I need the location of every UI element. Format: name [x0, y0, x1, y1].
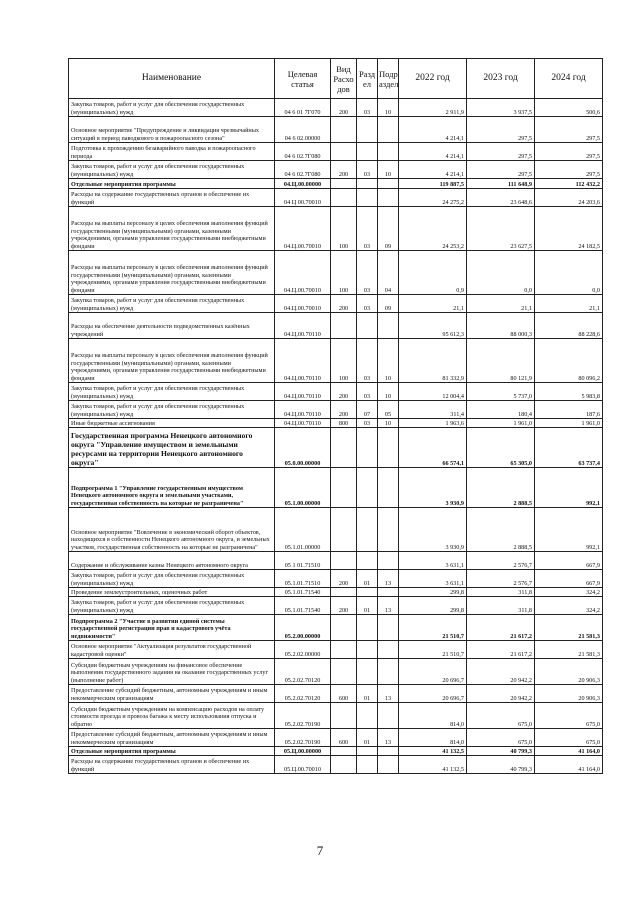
row-value-2023: 297,5 — [467, 161, 535, 179]
row-target-article: 04 6 02.7Г080 — [275, 161, 331, 179]
row-expense-type — [331, 428, 357, 468]
table-row — [69, 179, 603, 189]
row-subsection: 10 — [378, 161, 399, 179]
row-expense-type: 600 — [331, 729, 357, 747]
row-value-2022: 2 911,9 — [399, 99, 467, 117]
table-row — [69, 468, 603, 508]
row-value-2022: 814,0 — [399, 729, 467, 747]
row-value-2022: 3 631,1 — [399, 552, 467, 570]
row-expense-type: 200 — [331, 295, 357, 313]
row-subsection: 04 — [378, 251, 399, 295]
table-row — [69, 641, 603, 659]
table-row — [69, 339, 603, 383]
row-subsection — [378, 179, 399, 189]
table-row — [69, 99, 603, 117]
table-header-row — [69, 59, 603, 99]
row-subsection — [378, 508, 399, 552]
row-subsection — [378, 588, 399, 597]
row-subsection — [378, 659, 399, 685]
row-section: 01 — [357, 729, 378, 747]
row-value-2022: 20 696,7 — [399, 685, 467, 703]
budget-table — [68, 58, 603, 774]
row-name: Закупка товаров, работ и услуг для обеспечения государственных (муниципальных) нужд — [69, 401, 275, 419]
row-name: Основное мероприятие "Актуализация результатов государственной кадастровой оценки" — [69, 641, 275, 659]
row-value-2022: 41 132,5 — [399, 756, 467, 774]
row-expense-type: 200 — [331, 161, 357, 179]
row-value-2022: 4 214,1 — [399, 161, 467, 179]
row-section — [357, 756, 378, 774]
table-row — [69, 597, 603, 615]
row-subsection — [378, 615, 399, 641]
row-value-2022: 814,0 — [399, 703, 467, 729]
row-subsection: 10 — [378, 339, 399, 383]
row-subsection — [378, 428, 399, 468]
row-name: Субсидии бюджетным учреждениям на компенсацию расходов на оплату стоимости проезда и провоза багажа к месту использования отпуска и обратно — [69, 703, 275, 729]
row-name: Основное мероприятие "Предупреждение и ликвидация чрезвычайных ситуаций в период паводкового и пожароопасного сезона" — [69, 117, 275, 143]
row-target-article: 04.Ц.00.70110 — [275, 313, 331, 339]
row-name: Расходы на выплаты персоналу в целях обеспечения выполнения функций государственными (муниципальными) органами, казенными учреждениями, органами управления государственными внебюджетными фондами — [69, 207, 275, 251]
row-target-article: 04 6 02.7Г080 — [275, 143, 331, 161]
row-target-article: 05.2.02.00000 — [275, 641, 331, 659]
row-expense-type: 600 — [331, 685, 357, 703]
table-row — [69, 251, 603, 295]
row-value-2023: 1 961,0 — [467, 419, 535, 428]
row-name: Предоставление субсидий бюджетным, автономным учреждениям и иным некоммерческим организациям — [69, 685, 275, 703]
row-expense-type: 200 — [331, 99, 357, 117]
row-name: Расходы на обеспечение деятельности подведомственных казённых учреждений — [69, 313, 275, 339]
row-section: 03 — [357, 251, 378, 295]
row-expense-type — [331, 641, 357, 659]
row-value-2024: 5 983,8 — [535, 383, 603, 401]
row-value-2022: 4 214,1 — [399, 143, 467, 161]
row-value-2023: 311,8 — [467, 597, 535, 615]
row-value-2022: 4 214,1 — [399, 117, 467, 143]
header-expense-type: Вид Расхо дов — [331, 59, 357, 99]
row-name: Закупка товаров, работ и услуг для обеспечения государственных (муниципальных) нужд — [69, 597, 275, 615]
row-target-article: 04.Ц.00.00000 — [275, 179, 331, 189]
row-value-2024: 80 096,2 — [535, 339, 603, 383]
row-expense-type — [331, 615, 357, 641]
row-target-article: 05.1.01.00000 — [275, 508, 331, 552]
row-value-2022: 299,8 — [399, 597, 467, 615]
row-value-2024: 63 737,4 — [535, 428, 603, 468]
row-target-article: 05.2.00.00000 — [275, 615, 331, 641]
row-value-2023: 20 942,2 — [467, 659, 535, 685]
row-value-2023: 2 576,7 — [467, 570, 535, 588]
row-value-2024: 324,2 — [535, 588, 603, 597]
row-target-article: 04.Ц.00.70110 — [275, 401, 331, 419]
row-section — [357, 428, 378, 468]
row-value-2024: 21 581,3 — [535, 641, 603, 659]
row-subsection — [378, 189, 399, 207]
row-target-article: 05.Ц.00.70010 — [275, 756, 331, 774]
row-target-article: 05.1.01.71540 — [275, 597, 331, 615]
row-section — [357, 179, 378, 189]
row-value-2024: 297,5 — [535, 161, 603, 179]
row-value-2024: 667,9 — [535, 570, 603, 588]
row-expense-type: 200 — [331, 597, 357, 615]
row-section: 03 — [357, 295, 378, 313]
table-row — [69, 428, 603, 468]
row-value-2024: 41 164,0 — [535, 747, 603, 756]
table-row — [69, 703, 603, 729]
row-value-2023: 40 799,3 — [467, 747, 535, 756]
row-value-2022: 20 696,7 — [399, 659, 467, 685]
table-row — [69, 588, 603, 597]
row-name: Закупка товаров, работ и услуг для обеспечения государственных (муниципальных) нужд — [69, 295, 275, 313]
row-value-2024: 992,1 — [535, 468, 603, 508]
table-row — [69, 659, 603, 685]
row-name: Содержание и обслуживание казны Ненецкого автономного округа — [69, 552, 275, 570]
row-expense-type — [331, 189, 357, 207]
table-row — [69, 161, 603, 179]
row-value-2024: 20 906,3 — [535, 685, 603, 703]
row-value-2023: 23 627,5 — [467, 207, 535, 251]
row-value-2023: 65 305,0 — [467, 428, 535, 468]
row-name: Иные бюджетные ассигнования — [69, 419, 275, 428]
table-row — [69, 117, 603, 143]
row-expense-type — [331, 117, 357, 143]
row-expense-type — [331, 747, 357, 756]
row-target-article: 04.Ц.00.70010 — [275, 295, 331, 313]
row-section — [357, 659, 378, 685]
row-expense-type — [331, 179, 357, 189]
row-target-article: 05.2.02.70190 — [275, 703, 331, 729]
row-target-article: 04.Ц.00.70110 — [275, 419, 331, 428]
table-row — [69, 189, 603, 207]
table-row — [69, 401, 603, 419]
row-section — [357, 552, 378, 570]
row-name: Предоставление субсидий бюджетным, автономным учреждениям и иным некоммерческим организациям — [69, 729, 275, 747]
row-subsection — [378, 552, 399, 570]
row-value-2022: 95 612,3 — [399, 313, 467, 339]
table-row — [69, 383, 603, 401]
table-row — [69, 313, 603, 339]
page-number: 7 — [316, 843, 324, 858]
table-row — [69, 729, 603, 747]
row-target-article: 04 6 01 7Г070 — [275, 99, 331, 117]
row-subsection: 09 — [378, 207, 399, 251]
row-value-2024: 500,6 — [535, 99, 603, 117]
row-value-2024: 297,5 — [535, 117, 603, 143]
row-value-2023: 40 799,3 — [467, 756, 535, 774]
row-value-2022: 3 631,1 — [399, 570, 467, 588]
row-target-article: 05.2.02.70120 — [275, 685, 331, 703]
row-target-article: 04 Ц 00.70010 — [275, 189, 331, 207]
row-target-article: 04.Ц.00.70010 — [275, 251, 331, 295]
row-value-2024: 187,6 — [535, 401, 603, 419]
row-subsection — [378, 313, 399, 339]
row-expense-type — [331, 143, 357, 161]
row-name: Субсидии бюджетным учреждениям на финансовое обеспечение выполнения государственного задания на оказание государственных услуг (выполнение работ) — [69, 659, 275, 685]
row-name: Государственная программа Ненецкого автономного округа "Управление имуществом и земельными ресурсами на территории Ненецкого автономного округа" — [69, 428, 275, 468]
row-expense-type: 200 — [331, 401, 357, 419]
row-value-2024: 21 581,3 — [535, 615, 603, 641]
row-name: Закупка товаров, работ и услуг для обеспечения государственных (муниципальных) нужд — [69, 570, 275, 588]
row-subsection: 09 — [378, 295, 399, 313]
row-value-2022: 1 963,6 — [399, 419, 467, 428]
row-expense-type — [331, 588, 357, 597]
row-subsection — [378, 747, 399, 756]
row-section — [357, 747, 378, 756]
row-value-2023: 2 888,5 — [467, 508, 535, 552]
table-row — [69, 552, 603, 570]
row-expense-type — [331, 313, 357, 339]
header-year-2023: 2023 год — [467, 59, 535, 99]
row-value-2022: 299,8 — [399, 588, 467, 597]
row-value-2023: 21,1 — [467, 295, 535, 313]
row-target-article: 05.1.01.71540 — [275, 588, 331, 597]
row-value-2024: 112 432,2 — [535, 179, 603, 189]
table-row — [69, 685, 603, 703]
row-name: Отдельные мероприятия программы — [69, 179, 275, 189]
row-expense-type: 200 — [331, 570, 357, 588]
row-value-2022: 21,1 — [399, 295, 467, 313]
row-value-2023: 0,0 — [467, 251, 535, 295]
row-name: Расходы на содержание государственных органов и обеспечение их функций — [69, 189, 275, 207]
row-section: 03 — [357, 161, 378, 179]
row-section — [357, 143, 378, 161]
row-target-article: 05.1.00.00000 — [275, 468, 331, 508]
row-value-2023: 2 576,7 — [467, 552, 535, 570]
row-value-2022: 41 132,5 — [399, 747, 467, 756]
row-value-2023: 2 888,5 — [467, 468, 535, 508]
row-value-2024: 297,5 — [535, 143, 603, 161]
row-target-article: 05.1.01.71510 — [275, 570, 331, 588]
table-row — [69, 747, 603, 756]
table-row — [69, 615, 603, 641]
row-section: 03 — [357, 339, 378, 383]
row-target-article: 05.2.02.70190 — [275, 729, 331, 747]
table-row — [69, 143, 603, 161]
header-year-2022: 2022 год — [399, 59, 467, 99]
row-value-2024: 992,1 — [535, 508, 603, 552]
row-value-2023: 21 617,2 — [467, 641, 535, 659]
row-name: Закупка товаров, работ и услуг для обеспечения государственных (муниципальных) нужд — [69, 161, 275, 179]
row-section — [357, 588, 378, 597]
row-section — [357, 615, 378, 641]
row-subsection — [378, 143, 399, 161]
row-value-2023: 21 617,2 — [467, 615, 535, 641]
row-value-2022: 24 253,2 — [399, 207, 467, 251]
row-expense-type: 100 — [331, 251, 357, 295]
row-section: 07 — [357, 401, 378, 419]
table-body — [69, 99, 603, 774]
row-expense-type: 100 — [331, 339, 357, 383]
budget-table-container — [68, 58, 602, 774]
row-name: Закупка товаров, работ и услуг для обеспечения государственных (муниципальных) нужд — [69, 383, 275, 401]
table-row — [69, 508, 603, 552]
row-expense-type: 800 — [331, 419, 357, 428]
row-value-2024: 21,1 — [535, 295, 603, 313]
row-section: 03 — [357, 383, 378, 401]
table-row — [69, 756, 603, 774]
row-value-2022: 21 510,7 — [399, 641, 467, 659]
row-target-article: 05.0.00.00000 — [275, 428, 331, 468]
row-subsection: 10 — [378, 99, 399, 117]
row-name: Подпрограмма 1 "Управление государственным имуществом Ненецкого автономного округа и земельными участками, государственная собственность на которые не разграничена" — [69, 468, 275, 508]
row-expense-type — [331, 659, 357, 685]
table-row — [69, 207, 603, 251]
row-value-2024: 675,0 — [535, 703, 603, 729]
header-year-2024: 2024 год — [535, 59, 603, 99]
row-subsection: 05 — [378, 401, 399, 419]
row-subsection: 10 — [378, 383, 399, 401]
row-value-2023: 3 937,5 — [467, 99, 535, 117]
row-value-2024: 20 906,3 — [535, 659, 603, 685]
row-section: 01 — [357, 685, 378, 703]
row-value-2023: 297,5 — [467, 143, 535, 161]
row-expense-type — [331, 552, 357, 570]
row-value-2023: 111 648,9 — [467, 179, 535, 189]
row-name: Проведение землеустроительных, оценочных работ — [69, 588, 275, 597]
row-target-article: 04.Ц.00.70110 — [275, 339, 331, 383]
row-section — [357, 313, 378, 339]
header-subsection: Подр аздел — [378, 59, 399, 99]
row-target-article: 05.Ц.00.00000 — [275, 747, 331, 756]
row-value-2024: 0,0 — [535, 251, 603, 295]
row-name: Расходы на выплаты персоналу в целях обеспечения выполнения функций государственными (муниципальными) органами, казенными учреждениями, органами управления государственными внебюджетными фондами — [69, 339, 275, 383]
row-section: 01 — [357, 570, 378, 588]
header-target-article: Целевая статья — [275, 59, 331, 99]
row-subsection — [378, 641, 399, 659]
row-section: 03 — [357, 207, 378, 251]
row-expense-type — [331, 756, 357, 774]
row-subsection — [378, 468, 399, 508]
table-row — [69, 419, 603, 428]
row-subsection: 13 — [378, 597, 399, 615]
row-target-article: 04 6 02.00000 — [275, 117, 331, 143]
row-value-2024: 24 203,6 — [535, 189, 603, 207]
row-section — [357, 508, 378, 552]
row-value-2024: 24 182,5 — [535, 207, 603, 251]
row-value-2022: 3 930,9 — [399, 468, 467, 508]
row-value-2023: 675,0 — [467, 703, 535, 729]
row-expense-type — [331, 508, 357, 552]
row-name: Закупка товаров, работ и услуг для обеспечения государственных (муниципальных) нужд — [69, 99, 275, 117]
row-section: 03 — [357, 99, 378, 117]
row-name: Подготовка к прохождению безаварийного паводка и пожароопасного периода — [69, 143, 275, 161]
row-section: 01 — [357, 597, 378, 615]
row-expense-type: 100 — [331, 207, 357, 251]
row-expense-type: 200 — [331, 383, 357, 401]
row-value-2024: 324,2 — [535, 597, 603, 615]
row-value-2023: 180,4 — [467, 401, 535, 419]
row-value-2022: 21 510,7 — [399, 615, 467, 641]
row-subsection — [378, 117, 399, 143]
row-value-2023: 297,5 — [467, 117, 535, 143]
row-value-2022: 24 275,2 — [399, 189, 467, 207]
row-value-2023: 311,8 — [467, 588, 535, 597]
row-value-2023: 675,0 — [467, 729, 535, 747]
row-target-article: 04.Ц.00.70010 — [275, 207, 331, 251]
row-name: Подпрограмма 2 "Участие в развитии единой системы государственной регистрации прав и кадастрового учёта недвижимости" — [69, 615, 275, 641]
row-section — [357, 703, 378, 729]
row-value-2022: 0,9 — [399, 251, 467, 295]
row-value-2024: 41 164,0 — [535, 756, 603, 774]
row-target-article: 05 1 01.71510 — [275, 552, 331, 570]
row-value-2023: 23 648,6 — [467, 189, 535, 207]
row-section — [357, 641, 378, 659]
row-section: 03 — [357, 419, 378, 428]
row-value-2023: 20 942,2 — [467, 685, 535, 703]
row-value-2022: 311,4 — [399, 401, 467, 419]
row-section — [357, 117, 378, 143]
row-subsection: 13 — [378, 729, 399, 747]
row-value-2022: 12 004,4 — [399, 383, 467, 401]
row-value-2022: 81 332,9 — [399, 339, 467, 383]
row-target-article: 05.2.02.70120 — [275, 659, 331, 685]
row-value-2022: 66 574,1 — [399, 428, 467, 468]
row-name: Расходы на выплаты персоналу в целях обеспечения выполнения функций государственными (муниципальными) органами, казенными учреждениями, органами управления государственными внебюджетными фондами — [69, 251, 275, 295]
row-value-2024: 667,9 — [535, 552, 603, 570]
row-section — [357, 468, 378, 508]
row-name: Основное мероприятие "Вовлечение в экономический оборот объектов, находящихся в собственности Ненецкого автономного округа, и земельных участков, государственная собственность на которые не разграничена" — [69, 508, 275, 552]
row-subsection — [378, 703, 399, 729]
row-value-2023: 80 121,9 — [467, 339, 535, 383]
row-expense-type — [331, 468, 357, 508]
row-value-2022: 119 887,5 — [399, 179, 467, 189]
row-section — [357, 189, 378, 207]
row-subsection: 13 — [378, 570, 399, 588]
table-row — [69, 570, 603, 588]
row-value-2023: 5 737,0 — [467, 383, 535, 401]
row-expense-type — [331, 703, 357, 729]
row-subsection: 13 — [378, 685, 399, 703]
row-subsection — [378, 756, 399, 774]
row-name: Расходы на содержание государственных органов и обеспечение их функций — [69, 756, 275, 774]
row-value-2024: 675,0 — [535, 729, 603, 747]
table-row — [69, 295, 603, 313]
row-value-2024: 88 228,6 — [535, 313, 603, 339]
header-name: Наименование — [69, 59, 275, 99]
row-name: Отдельные мероприятия программы — [69, 747, 275, 756]
row-value-2024: 1 961,0 — [535, 419, 603, 428]
row-value-2022: 3 930,9 — [399, 508, 467, 552]
row-subsection: 10 — [378, 419, 399, 428]
header-section: Разд ел — [357, 59, 378, 99]
row-target-article: 04.Ц.00.70110 — [275, 383, 331, 401]
row-value-2023: 88 000,3 — [467, 313, 535, 339]
